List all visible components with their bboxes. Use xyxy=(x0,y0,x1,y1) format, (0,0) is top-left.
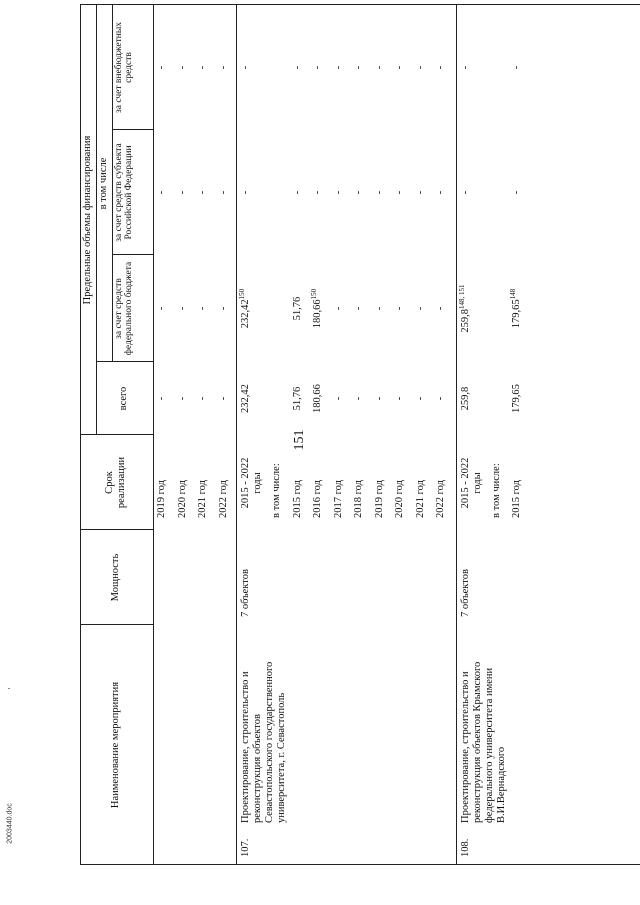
term-cell-text: 2021 год xyxy=(414,480,426,518)
federal-cell xyxy=(415,255,427,362)
regional-cell xyxy=(177,130,189,255)
federal-cell-text: - xyxy=(176,306,188,311)
footnote-ref: 148 xyxy=(509,288,517,300)
extra-cell xyxy=(240,5,252,130)
footnote-ref: 148, 151 xyxy=(457,284,466,309)
extra-cell xyxy=(333,5,345,130)
term-cell xyxy=(353,480,365,518)
term-cell-text: в том числе: xyxy=(271,463,282,518)
regional-cell-text: - xyxy=(197,190,208,195)
header-extrabudget: за счет внебюджетных средств xyxy=(114,22,134,113)
term-cell-text: в том числе: xyxy=(490,463,502,518)
entry-separator xyxy=(236,5,237,865)
regional-cell-text: - xyxy=(332,190,344,195)
extra-cell-text: - xyxy=(394,65,405,70)
header-total: всего xyxy=(118,386,129,411)
header-including: в том числе xyxy=(98,157,109,210)
file-stamp: 2003440.doc xyxy=(6,803,14,844)
federal-cell-text: 51,76 xyxy=(291,296,303,321)
term-cell-text: 2017 год xyxy=(332,480,344,518)
total-cell xyxy=(460,362,472,435)
total-cell xyxy=(156,362,168,435)
regional-cell xyxy=(292,130,304,255)
total-cell xyxy=(240,362,252,435)
col-sep-6 xyxy=(112,129,153,130)
extra-cell-text: - xyxy=(176,65,188,70)
term-cell xyxy=(197,480,209,518)
federal-cell-text: - xyxy=(156,306,167,311)
financing-header-line xyxy=(96,5,97,435)
federal-cell-text: - xyxy=(197,306,208,311)
table-top-border xyxy=(80,5,81,865)
federal-cell-text: 179,65 xyxy=(511,299,522,329)
federal-cell-text: - xyxy=(435,306,446,311)
extra-cell xyxy=(218,5,230,130)
extra-cell-text: - xyxy=(353,65,364,70)
total-cell-text: - xyxy=(435,396,446,401)
total-cell xyxy=(435,362,447,435)
term-cell: 2015 - 2022 годы xyxy=(240,457,263,509)
entry-separator xyxy=(456,5,457,865)
extra-cell-text: - xyxy=(332,65,344,70)
entry-name: Проектирование, строительство и реконструкция объектов Севастопольского государственного университета, г. Севастополь xyxy=(240,661,287,823)
term-cell xyxy=(292,480,304,518)
including-header-line xyxy=(112,5,113,362)
regional-cell xyxy=(374,130,386,255)
term-cell xyxy=(218,480,230,518)
regional-cell xyxy=(333,130,345,255)
footnote-ref: 150 xyxy=(238,288,246,300)
federal-cell xyxy=(457,255,472,362)
total-cell xyxy=(177,362,189,435)
federal-cell-text: - xyxy=(394,306,405,311)
regional-cell-text: - xyxy=(240,190,251,195)
regional-cell-text: - xyxy=(459,190,471,195)
term-cell xyxy=(511,480,523,518)
extra-cell-text: - xyxy=(373,65,385,70)
total-cell-text: 179,65 xyxy=(511,384,522,413)
federal-cell-text: 232,42 xyxy=(240,299,251,329)
total-cell-text: - xyxy=(414,396,426,401)
federal-cell xyxy=(197,255,209,362)
entry-number: 107. xyxy=(240,838,251,857)
regional-cell xyxy=(460,130,472,255)
extra-cell xyxy=(460,5,472,130)
extra-cell xyxy=(394,5,406,130)
total-cell xyxy=(218,362,230,435)
term-cell-text: 2020 год xyxy=(394,480,405,518)
federal-cell xyxy=(177,255,189,362)
term-cell-text: 2016 год xyxy=(312,480,323,518)
total-cell xyxy=(374,362,386,435)
extra-cell xyxy=(292,5,304,130)
regional-cell-text: - xyxy=(312,190,323,195)
regional-cell xyxy=(353,130,365,255)
regional-cell xyxy=(312,130,324,255)
total-cell xyxy=(511,362,523,435)
federal-cell-text: - xyxy=(332,306,344,311)
total-cell-text: - xyxy=(156,396,167,401)
regional-cell-text: - xyxy=(414,190,426,195)
federal-cell xyxy=(218,255,230,362)
rotated-table-sheet xyxy=(40,5,640,865)
extra-cell xyxy=(353,5,365,130)
total-cell xyxy=(333,362,345,435)
scan-speck xyxy=(8,688,10,689)
term-cell-text: 2018 год xyxy=(353,480,364,518)
federal-cell xyxy=(374,255,386,362)
regional-cell-text: - xyxy=(176,190,188,195)
federal-cell xyxy=(511,255,523,362)
term-cell-text: 2015 год xyxy=(291,480,303,518)
total-cell-text: 51,76 xyxy=(291,386,303,411)
regional-cell-text: - xyxy=(217,190,229,195)
federal-cell-text: - xyxy=(373,306,385,311)
term-cell xyxy=(491,463,503,518)
extra-cell-text: - xyxy=(156,65,167,70)
federal-cell-text: - xyxy=(353,306,364,311)
regional-cell-text: - xyxy=(511,190,522,195)
regional-cell-text: - xyxy=(373,190,385,195)
total-cell-text: 259,8 xyxy=(459,386,471,411)
term-cell-text: 2020 год xyxy=(176,480,188,518)
regional-cell xyxy=(511,130,523,255)
federal-cell-text: - xyxy=(414,306,426,311)
extra-cell xyxy=(435,5,447,130)
regional-cell-text: - xyxy=(353,190,364,195)
term-cell-text: 2022 год xyxy=(435,480,446,518)
total-cell-text: - xyxy=(353,396,364,401)
regional-cell xyxy=(394,130,406,255)
federal-cell xyxy=(292,255,304,362)
term-cell xyxy=(156,480,168,518)
term-cell-text: 2015 год xyxy=(511,480,522,518)
extra-cell-text: - xyxy=(435,65,446,70)
federal-cell xyxy=(240,255,252,362)
regional-cell-text: - xyxy=(435,190,446,195)
col-sep-5 xyxy=(112,254,153,255)
total-cell-text: - xyxy=(373,396,385,401)
extra-cell-text: - xyxy=(291,65,303,70)
total-cell-text: 232,42 xyxy=(240,384,251,413)
regional-cell xyxy=(435,130,447,255)
total-cell-text: - xyxy=(197,396,208,401)
total-cell-text: - xyxy=(176,396,188,401)
federal-cell xyxy=(353,255,365,362)
header-bottom-border xyxy=(153,5,154,865)
regional-cell xyxy=(197,130,209,255)
header-federal: за счет средств федерального бюджета xyxy=(114,261,134,356)
extra-cell-text: - xyxy=(240,65,251,70)
extra-cell xyxy=(177,5,189,130)
total-cell xyxy=(312,362,324,435)
federal-cell-text: 259,8 xyxy=(459,308,471,333)
page-number: 151 xyxy=(292,429,307,451)
entry-name: Проектирование, строительство и реконструкция объектов Крымского федерального университета имени В.И.Вернадского xyxy=(459,661,507,823)
total-cell-text: - xyxy=(394,396,405,401)
header-financing: Предельные объемы финансирования xyxy=(82,135,93,305)
federal-cell-text: 180,66 xyxy=(312,299,323,329)
term-cell xyxy=(271,463,283,518)
federal-cell xyxy=(333,255,345,362)
term-cell xyxy=(394,480,406,518)
header-name: Наименование мероприятия xyxy=(110,681,121,809)
term-cell-text: 2022 год xyxy=(217,480,229,518)
total-cell-text: - xyxy=(217,396,229,401)
entry-capacity: 7 объектов xyxy=(459,569,471,617)
total-cell-text: 180,66 xyxy=(312,384,323,413)
regional-cell-text: - xyxy=(394,190,405,195)
total-cell xyxy=(415,362,427,435)
extra-cell xyxy=(197,5,209,130)
total-cell-text: - xyxy=(332,396,344,401)
extra-cell-text: - xyxy=(511,65,522,70)
extra-cell xyxy=(511,5,523,130)
term-cell xyxy=(177,480,189,518)
term-cell: 2015 - 2022 годы xyxy=(459,457,483,509)
regional-cell xyxy=(156,130,168,255)
term-cell-text: 2019 год xyxy=(156,480,167,518)
term-cell-text: 2021 год xyxy=(197,480,208,518)
term-cell xyxy=(312,480,324,518)
regional-cell xyxy=(415,130,427,255)
header-regional: за счет средств субъекта Российской Федерации xyxy=(114,143,134,242)
regional-cell-text: - xyxy=(291,190,303,195)
term-cell xyxy=(415,480,427,518)
term-cell-text: 2019 год xyxy=(373,480,385,518)
extra-cell-text: - xyxy=(312,65,323,70)
header-term: Срок реализации xyxy=(104,456,127,509)
federal-cell xyxy=(394,255,406,362)
extra-cell xyxy=(156,5,168,130)
table-left-border xyxy=(80,864,640,865)
extra-cell-text: - xyxy=(197,65,208,70)
regional-cell xyxy=(240,130,252,255)
federal-cell-text: - xyxy=(217,306,229,311)
extra-cell-text: - xyxy=(217,65,229,70)
entry-capacity: 7 объектов xyxy=(240,569,251,617)
total-cell xyxy=(353,362,365,435)
header-capacity: Мощность xyxy=(110,553,121,602)
regional-cell xyxy=(218,130,230,255)
term-cell xyxy=(333,480,345,518)
total-cell xyxy=(197,362,209,435)
federal-cell xyxy=(312,255,324,362)
federal-cell xyxy=(156,255,168,362)
total-cell xyxy=(394,362,406,435)
regional-cell-text: - xyxy=(156,190,167,195)
term-cell xyxy=(435,480,447,518)
extra-cell xyxy=(415,5,427,130)
footnote-ref: 150 xyxy=(310,288,318,300)
federal-cell xyxy=(435,255,447,362)
extra-cell xyxy=(312,5,324,130)
extra-cell-text: - xyxy=(459,65,471,70)
extra-cell xyxy=(374,5,386,130)
extra-cell-text: - xyxy=(414,65,426,70)
entry-number: 108. xyxy=(459,838,471,857)
term-cell xyxy=(374,480,386,518)
